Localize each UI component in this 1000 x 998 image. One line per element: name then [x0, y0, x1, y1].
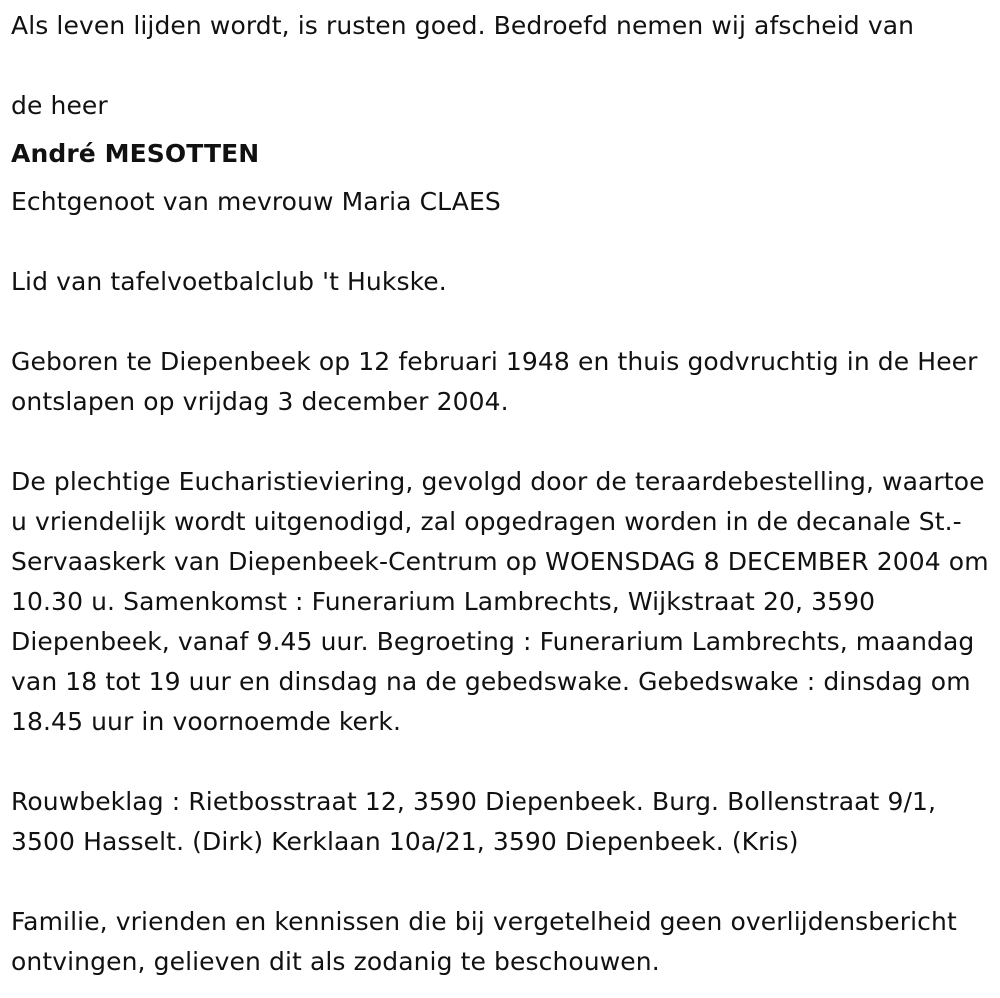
- birth-death-paragraph: Geboren te Diepenbeek op 12 februari 1948 en thuis godvruchtig in de Heer ontslapen op vrijdag 3 december 2004.: [11, 347, 978, 416]
- closing-paragraph: Familie, vrienden en kennissen die bij vergetelheid geen overlijdensbericht ontvingen, gelieven dit als zodanig te beschouwen.: [11, 907, 957, 976]
- ceremony-paragraph: De plechtige Eucharistieviering, gevolgd door de teraardebestelling, waartoe u vriendelijk wordt uitgenodigd, zal opgedragen worden in de decanale St.-Servaaskerk van Diepenbeek-Centrum op WOENSDAG 8 DECEMBER 2004 om 10.30 u. Samenkomst : Funerarium Lambrechts, Wijkstraat 20, 3590 Diepenbeek, vanaf 9.45 uur. Begroeting : Funerarium Lambrechts, maandag van 18 tot 19 uur en dinsdag na de gebedswake. Gebedswake : dinsdag om 18.45 uur in voornoemde kerk.: [11, 467, 989, 736]
- membership-line: Lid van tafelvoetbalclub 't Hukske.: [11, 267, 447, 296]
- deceased-name: André MESOTTEN: [11, 139, 260, 168]
- condolences-paragraph: Rouwbeklag : Rietbosstraat 12, 3590 Diepenbeek. Burg. Bollenstraat 9/1, 3500 Hasselt. (Dirk) Kerklaan 10a/21, 3590 Diepenbeek. (Kris): [11, 787, 937, 856]
- spouse-line: Echtgenoot van mevrouw Maria CLAES: [11, 187, 501, 216]
- obituary-notice: [11, 0, 996, 982]
- title-prefix: de heer: [11, 91, 108, 120]
- intro-text: Als leven lijden wordt, is rusten goed. Bedroefd nemen wij afscheid van: [11, 11, 915, 40]
